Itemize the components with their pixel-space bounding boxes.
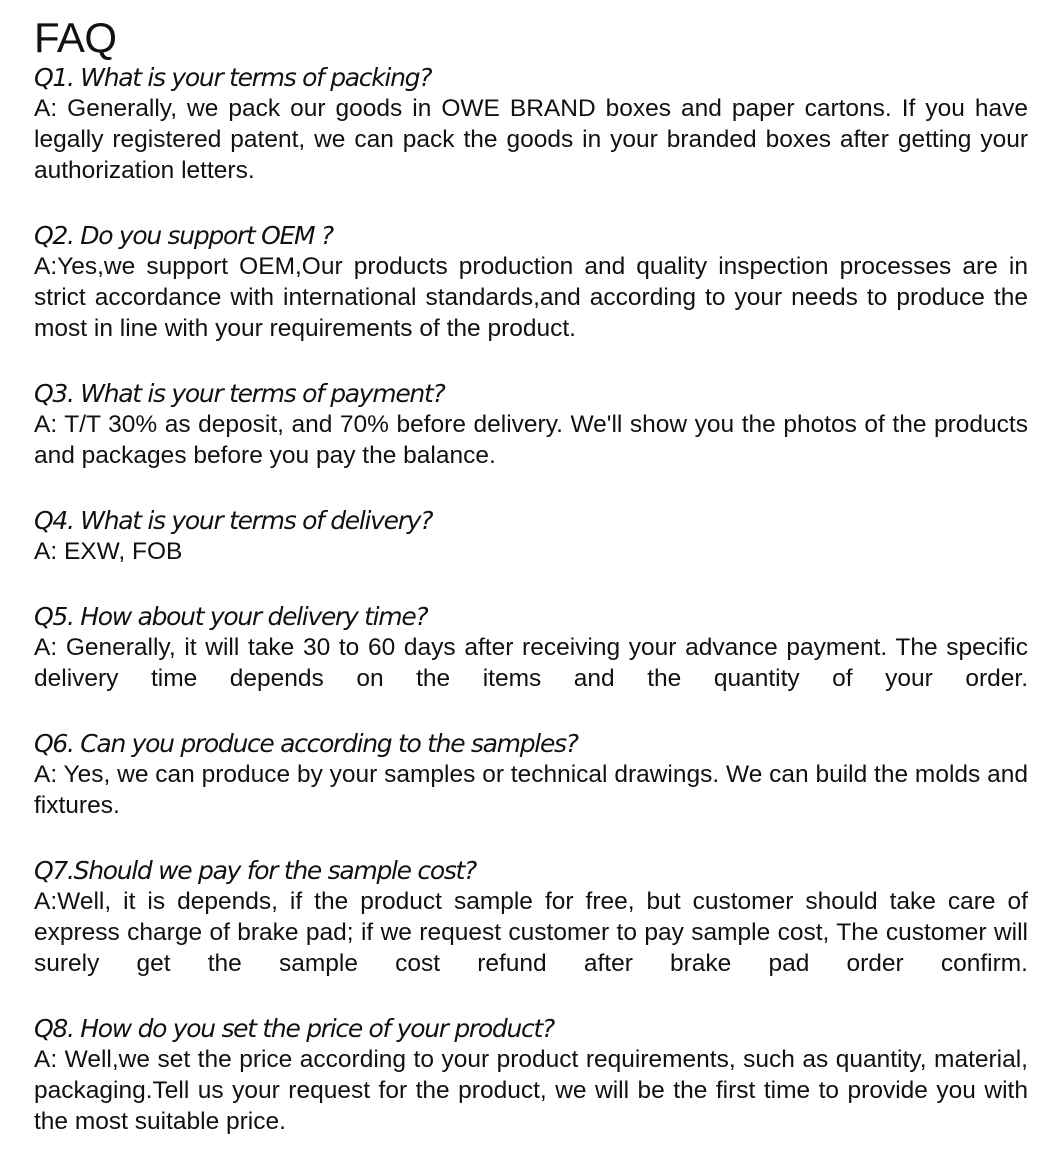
faq-item-5 [34,601,1028,694]
faq-item-2 [34,220,1028,344]
faq-question-1: Q1. What is your terms of packing? [34,63,432,92]
faq-answer-8: A: Well,we set the price according to your product requirements, such as quantity, material, packaging.Tell us your request for the product, we will be the first time to provide you with the most suitable price. [34,1046,1028,1135]
faq-item-6 [34,728,1028,821]
faq-answer-6: A: Yes, we can produce by your samples or technical drawings. We can build the molds and fixtures. [34,761,1028,819]
faq-question-6: Q6. Can you produce according to the samples? [34,729,578,758]
faq-answer-4: A: EXW, FOB [34,538,183,565]
faq-answer-7: A:Well, it is depends, if the product sample for free, but customer should take care of express charge of brake pad; if we request customer to pay sample cost, The customer will surely get the sample cost refund after brake pad order confirm. [34,888,1028,977]
faq-question-8: Q8. How do you set the price of your product? [34,1014,554,1043]
faq-item-8 [34,1013,1028,1137]
faq-item-7 [34,855,1028,979]
faq-question-5: Q5. How about your delivery time? [34,602,428,631]
faq-question-7: Q7.Should we pay for the sample cost? [34,856,477,885]
faq-answer-3: A: T/T 30% as deposit, and 70% before delivery. We'll show you the photos of the products and packages before you pay the balance. [34,411,1028,469]
faq-item-1 [34,62,1028,186]
faq-list [34,62,1028,1137]
faq-question-4: Q4. What is your terms of delivery? [34,506,433,535]
faq-item-3 [34,378,1028,471]
faq-question-2: Q2. Do you support OEM ? [34,221,333,250]
faq-answer-2: A:Yes,we support OEM,Our products production and quality inspection processes are in strict accordance with international standards,and according to your needs to produce the most in line with your requirements of the product. [34,253,1028,342]
faq-question-3: Q3. What is your terms of payment? [34,379,445,408]
faq-answer-5: A: Generally, it will take 30 to 60 days after receiving your advance payment. The specific delivery time depends on the items and the quantity of your order. [34,634,1028,692]
page-title: FAQ [34,14,117,61]
faq-answer-1: A: Generally, we pack our goods in OWE BRAND boxes and paper cartons. If you have legally registered patent, we can pack the goods in your branded boxes after getting your authorization letters. [34,95,1028,184]
faq-item-4 [34,505,1028,567]
